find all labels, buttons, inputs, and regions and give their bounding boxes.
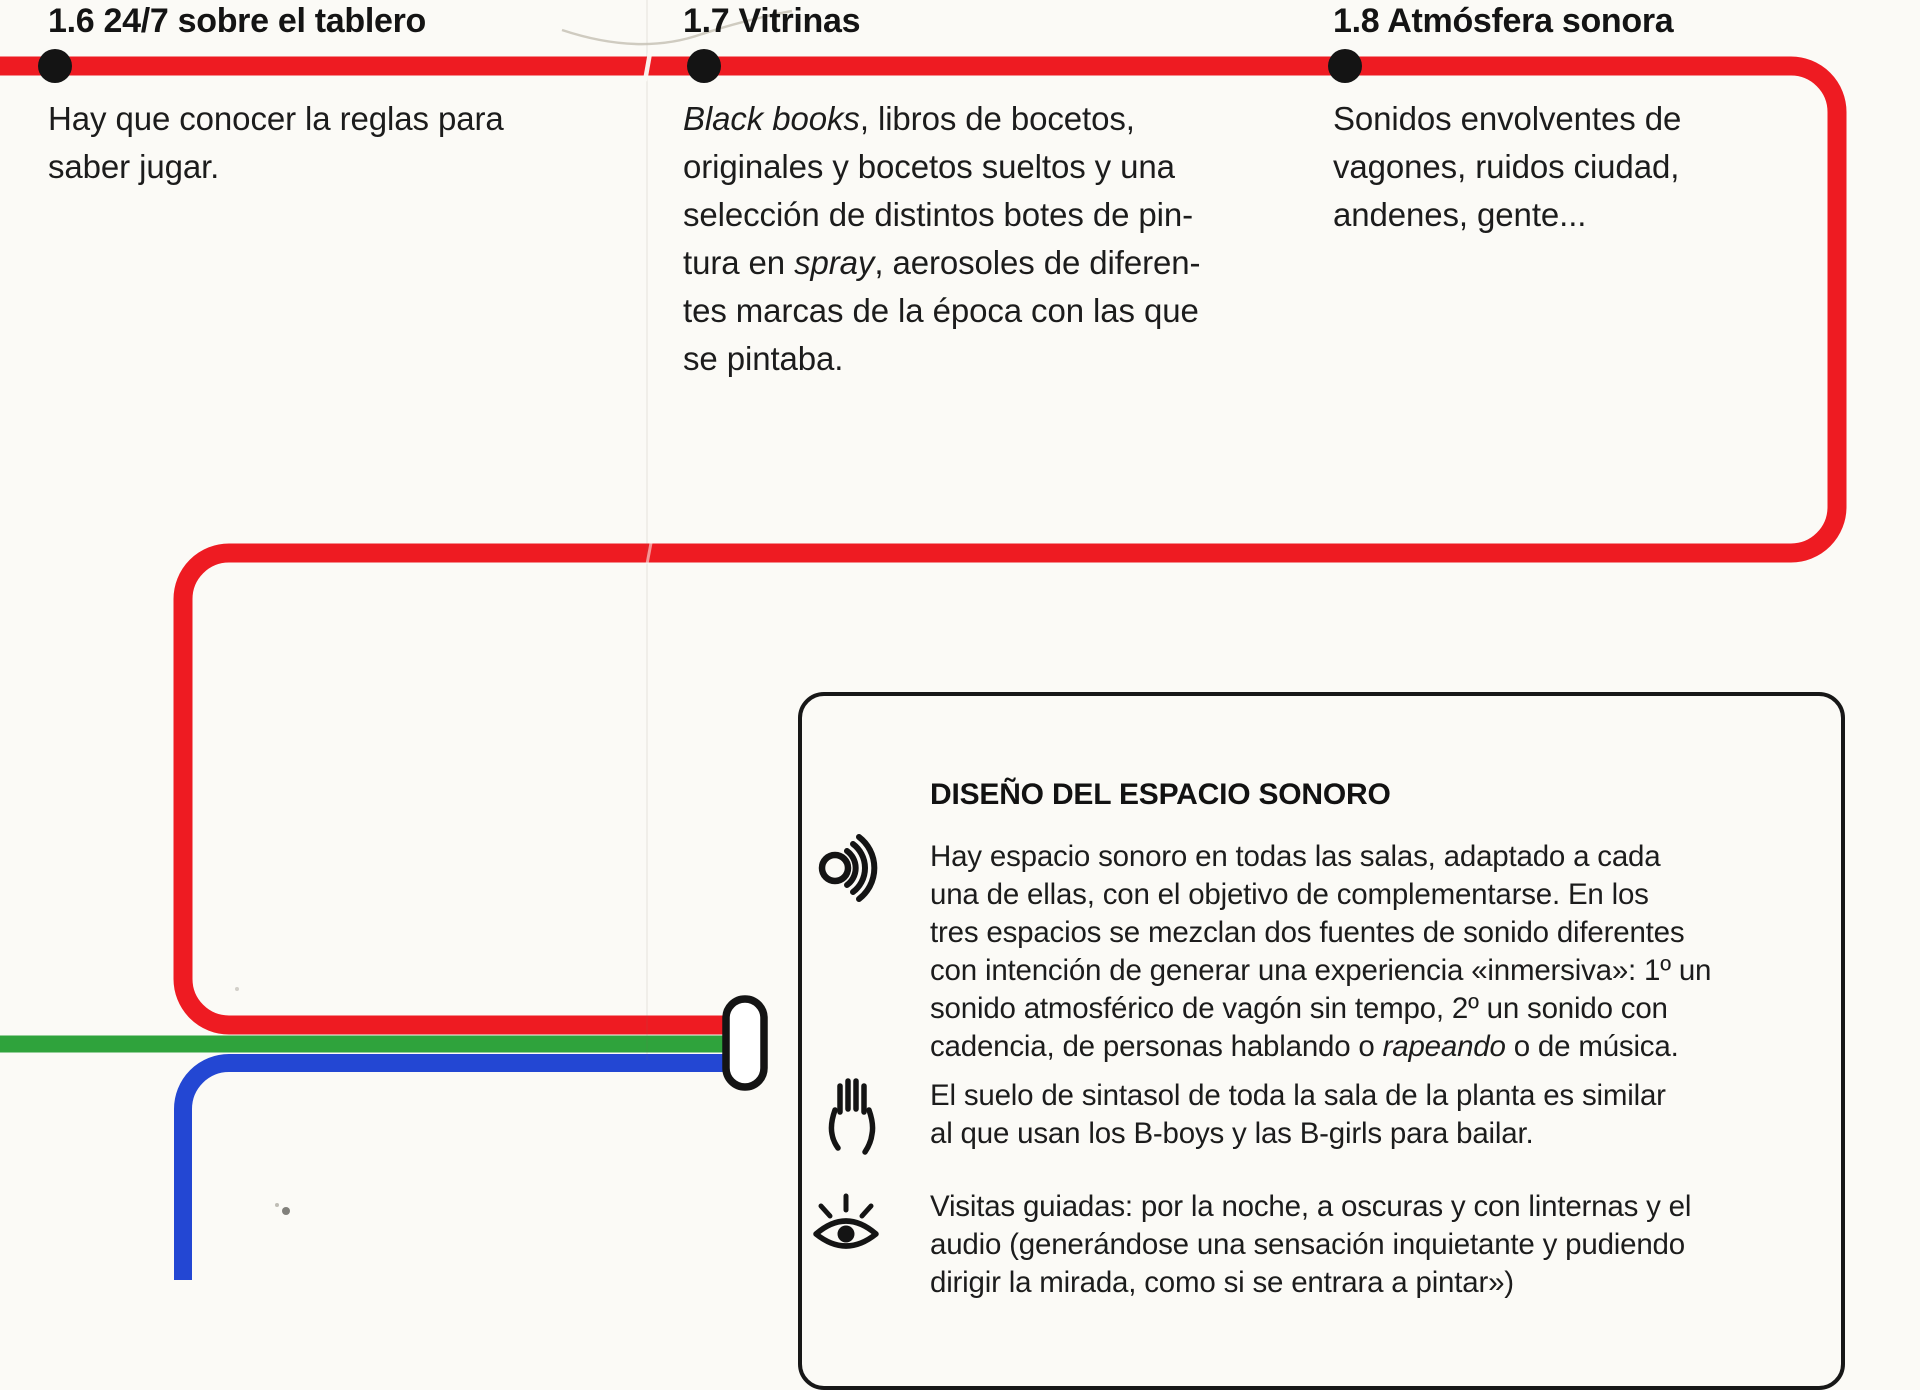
station-body-1-7 [683,95,1200,383]
text-line: Hay que conocer la reglas para [48,100,504,137]
terminus-capsule [726,999,764,1087]
hand-icon [826,1078,876,1156]
eye-icon [812,1190,880,1256]
text-line: tres espacios se mezclan dos fuentes de sonido diferentes [930,916,1685,949]
sound-waves-icon [816,832,890,904]
text-line: tes marcas de la época con las que [683,292,1199,329]
station-title-1-7: 1.7 Vitrinas [683,2,861,40]
paper-speck [235,987,239,991]
text-line: sonido atmosférico de vagón sin tempo, 2º un sonido con [930,992,1668,1025]
station-1-7 [683,2,860,41]
metro-line-blue [183,1063,734,1280]
text-line: Visitas guiadas: por la noche, a oscuras y con linternas y el [930,1190,1692,1223]
text-line: andenes, gente... [1333,196,1587,233]
text-line: con intención de generar una experiencia «inmersiva»: 1º un [930,954,1712,987]
info-box-section-sound [930,838,1711,1066]
text-line: se pintaba. [683,340,844,377]
text-line: tura en spray, aerosoles de diferen- [683,244,1201,281]
paper-speck [275,1203,279,1207]
text-line: El suelo de sintasol de toda la sala de la planta es similar [930,1079,1666,1112]
station-1-6 [48,2,426,41]
station-dot-1-7 [687,49,721,83]
station-dot-1-6 [38,49,72,83]
info-box-section-floor [930,1077,1666,1153]
text-line: selección de distintos botes de pin- [683,196,1194,233]
text-line: al que usan los B-boys y las B-girls para bailar. [930,1117,1534,1150]
text-line: Black books, libros de bocetos, [683,100,1135,137]
paper-speck [282,1207,290,1215]
station-title-1-6: 1.6 24/7 sobre el tablero [48,2,427,40]
station-body-1-6 [48,95,504,191]
text-line: audio (generándose una sensación inquietante y pudiendo [930,1228,1685,1261]
station-title-1-8: 1.8 Atmósfera sonora [1333,2,1674,40]
text-line: cadencia, de personas hablando o rapeando o de música. [930,1030,1679,1063]
info-box-title: DISEÑO DEL ESPACIO SONORO [930,778,1391,811]
sound-design-info-box [798,692,1845,1390]
text-line: Hay espacio sonoro en todas las salas, adaptado a cada [930,840,1661,873]
info-box-section-visits [930,1188,1691,1302]
station-1-8 [1333,2,1673,41]
station-dot-1-8 [1328,49,1362,83]
text-line: vagones, ruidos ciudad, [1333,148,1680,185]
text-line: originales y bocetos sueltos y una [683,148,1175,185]
text-line: Sonidos envolventes de [1333,100,1682,137]
text-line: una de ellas, con el objetivo de complementarse. En los [930,878,1649,911]
text-line: dirigir la mirada, como si se entrara a pintar») [930,1266,1514,1299]
station-body-1-8 [1333,95,1681,239]
text-line: saber jugar. [48,148,220,185]
